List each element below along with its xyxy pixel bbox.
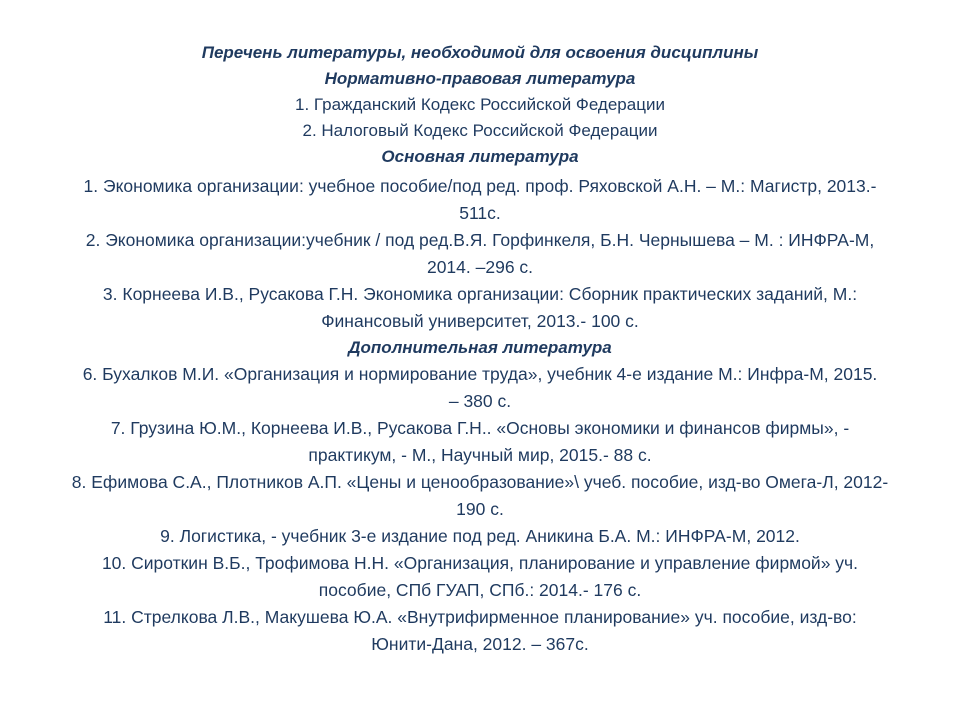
additional-item-line: пособие, СПб ГУАП, СПб.: 2014.- 176 с.: [318, 580, 642, 600]
normative-item: 1. Гражданский Кодекс Российской Федерации: [295, 95, 665, 114]
additional-item-line: практикум, - М., Научный мир, 2015.- 88 с.: [308, 445, 652, 465]
additional-item-line: 10. Сироткин В.Б., Трофимова Н.Н. «Организация, планирование и управление фирмой» уч.: [101, 553, 859, 573]
additional-item-line: 7. Грузина Ю.М., Корнеева И.В., Русакова Г.Н.. «Основы экономики и финансов фирмы», -: [110, 418, 850, 438]
page-title: Перечень литературы, необходимой для освоения дисциплины: [201, 43, 759, 62]
additional-item-line: 11. Стрелкова Л.В., Макушева Ю.А. «Внутрифирменное планирование» уч. пособие, изд-во:: [103, 607, 857, 627]
normative-item: 2. Налоговый Кодекс Российской Федерации: [302, 121, 658, 140]
main-item-line: 3. Корнеева И.В., Русакова Г.Н. Экономика организации: Сборник практических заданий, М.:: [102, 284, 858, 304]
main-item-line: Финансовый университет, 2013.- 100 с.: [321, 311, 639, 331]
additional-item-line: 8. Ефимова С.А., Плотников А.П. «Цены и ценообразование»\ учеб. пособие, изд-во Омега-Л, 2012-: [71, 472, 889, 492]
additional-item-line: 6. Бухалков М.И. «Организация и нормирование труда», учебник 4-е издание М.: Инфра-М, 2015.: [82, 364, 878, 384]
additional-item-line: 190 с.: [456, 499, 504, 519]
main-item-line: 2014. –296 с.: [426, 257, 534, 277]
main-item: [8, 227, 953, 281]
additional-item: [8, 469, 953, 523]
additional-item-line: 9. Логистика, - учебник 3-е издание под ред. Аникина Б.А. М.: ИНФРА-М, 2012.: [160, 526, 800, 546]
additional-item-line: Юнити-Дана, 2012. – 367с.: [371, 634, 589, 654]
main-item-line: 511с.: [459, 203, 501, 223]
additional-item: [8, 604, 953, 658]
section-heading-normative: Нормативно-правовая литература: [324, 69, 636, 88]
section-heading-main: Основная литература: [381, 147, 579, 166]
literature-slide: [0, 38, 960, 658]
additional-item: [8, 361, 953, 415]
section-heading-additional: Дополнительная литература: [348, 338, 612, 357]
additional-item-line: – 380 с.: [448, 391, 512, 411]
additional-item: [8, 523, 953, 550]
main-item-line: 1. Экономика организации: учебное пособие/под ред. проф. Ряховской А.Н. – М.: Магистр, 2013.-: [83, 176, 877, 196]
additional-item: [8, 550, 953, 604]
additional-item: [8, 415, 953, 469]
main-item-line: 2. Экономика организации:учебник / под ред.В.Я. Горфинкеля, Б.Н. Чернышева – М. : ИНФРА-М,: [85, 230, 875, 250]
main-item: [8, 173, 953, 227]
main-item: [8, 281, 953, 335]
